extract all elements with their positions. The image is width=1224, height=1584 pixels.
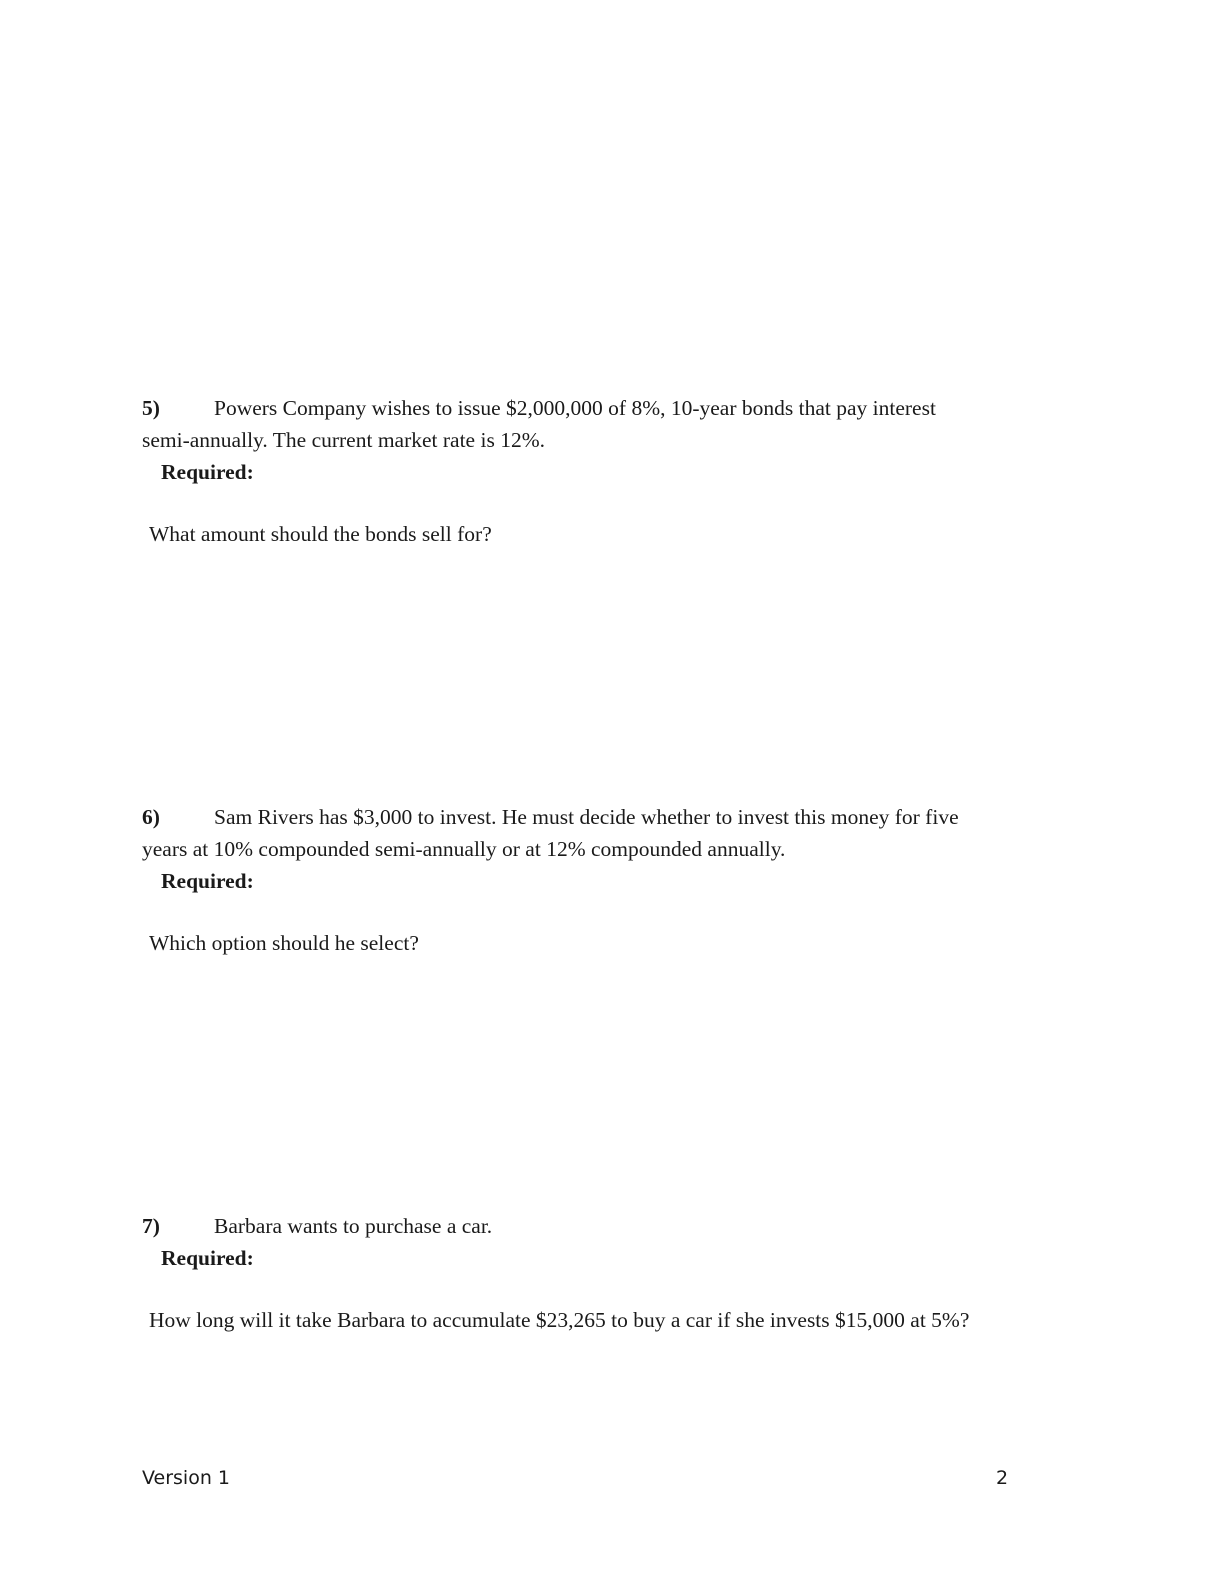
question-5-line-1 [142,392,1072,424]
question-5-number: 5) [142,396,160,420]
question-6-number: 6) [142,805,160,829]
question-6-text-2: years at 10% compounded semi-annually or at 12% compounded annually. [142,837,786,861]
question-5 [142,392,1072,550]
question-7-prompt: How long will it take Barbara to accumulate $23,265 to buy a car if she invests $15,000 at 5%? [149,1308,970,1332]
question-7 [142,1210,1072,1336]
question-5-prompt: What amount should the bonds sell for? [149,522,492,546]
question-5-text-1: Powers Company wishes to issue $2,000,000 of 8%, 10-year bonds that pay interest [214,396,936,420]
question-6-required-label: Required: [161,869,254,893]
footer-page-number: 2 [996,1467,1009,1489]
question-6-line-1 [142,801,1072,833]
question-6 [142,801,1072,959]
question-6-prompt: Which option should he select? [149,931,419,955]
question-7-required-label: Required: [161,1246,254,1270]
footer-version: Version 1 [142,1467,230,1489]
question-7-text-1: Barbara wants to purchase a car. [214,1214,493,1238]
question-5-required-label: Required: [161,460,254,484]
question-6-text-1: Sam Rivers has $3,000 to invest. He must decide whether to invest this money for five [214,805,959,829]
question-7-number: 7) [142,1214,160,1238]
question-7-line-1 [142,1210,1072,1242]
question-5-text-2: semi-annually. The current market rate is 12%. [142,428,545,452]
